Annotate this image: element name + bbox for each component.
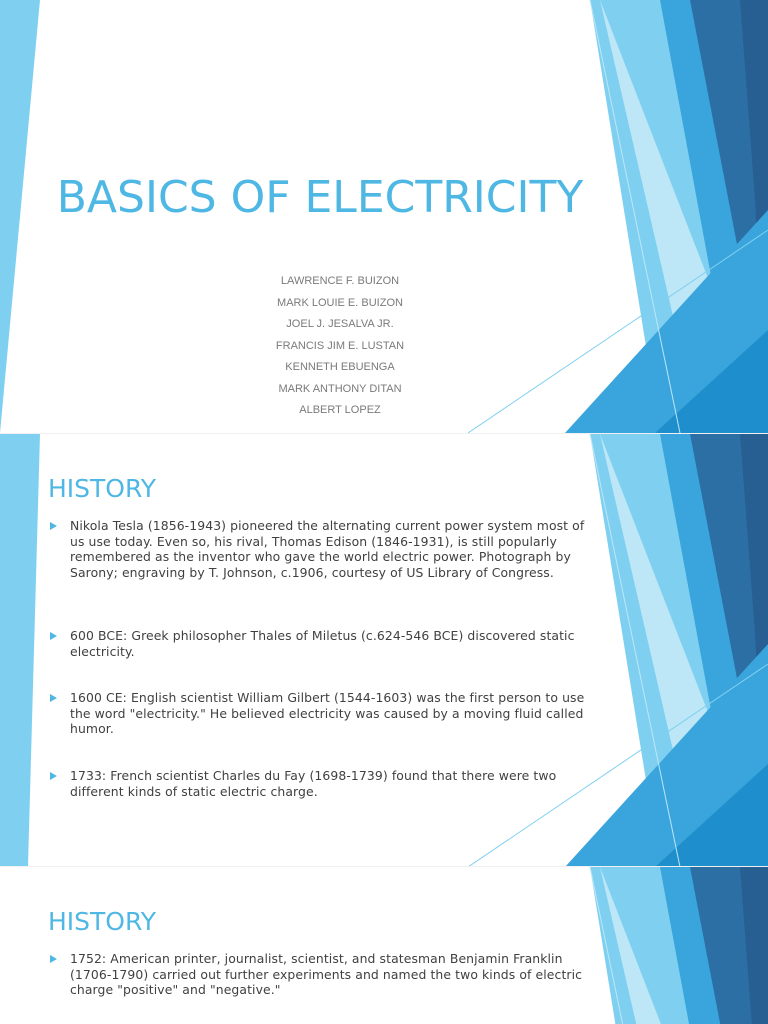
history-slide-1	[0, 434, 768, 866]
author-name: MARK ANTHONY DITAN	[278, 382, 402, 395]
slide-heading: HISTORY	[48, 907, 157, 936]
author-name: LAWRENCE F. BUIZON	[280, 275, 400, 287]
author-name: KENNETH EBUENGA	[285, 361, 395, 373]
slide-decoration	[0, 867, 768, 1024]
author-name: JOEL J. JESALVA JR.	[286, 318, 394, 330]
author-name: ALBERT LOPEZ	[299, 404, 381, 416]
bullet-arrow-icon	[50, 522, 57, 530]
title-slide	[0, 0, 768, 433]
bullet-text: 1600 CE: English scientist William Gilbert (1544-1603) was the first person to use the word "electricity." He believed electricity was caused by a moving fluid called humor.	[70, 690, 585, 737]
history-slide-2	[0, 867, 768, 1024]
author-list	[170, 271, 510, 422]
bullet-arrow-icon	[50, 772, 57, 780]
presentation-title: BASICS OF ELECTRICITY	[56, 172, 584, 223]
bullet-text: Nikola Tesla (1856-1943) pioneered the alternating current power system most of us use today. Even so, his rival, Thomas Edison (1846-1931), is still popularly remembered as the inventor who gave the world electric power. Photograph by Sarony; engraving by T. Johnson, c.1906, courtesy of US Library of Congress.	[70, 518, 585, 580]
bullet-arrow-icon	[50, 694, 57, 702]
bullet-text: 1733: French scientist Charles du Fay (1698-1739) found that there were two different kinds of static electric charge.	[70, 768, 557, 799]
bullet-arrow-icon	[50, 632, 57, 640]
author-name: FRANCIS JIM E. LUSTAN	[275, 339, 405, 352]
bullet-text: 1752: American printer, journalist, scientist, and statesman Benjamin Franklin (1706-1790) carried out further experiments and named the two kinds of electric charge "positive" and "negative."	[70, 951, 583, 998]
bullet-text: 600 BCE: Greek philosopher Thales of Miletus (c.624-546 BCE) discovered static electricity.	[70, 628, 575, 659]
slide-heading: HISTORY	[48, 474, 157, 503]
author-name: MARK LOUIE E. BUIZON	[277, 296, 403, 309]
bullet-arrow-icon	[50, 955, 57, 963]
